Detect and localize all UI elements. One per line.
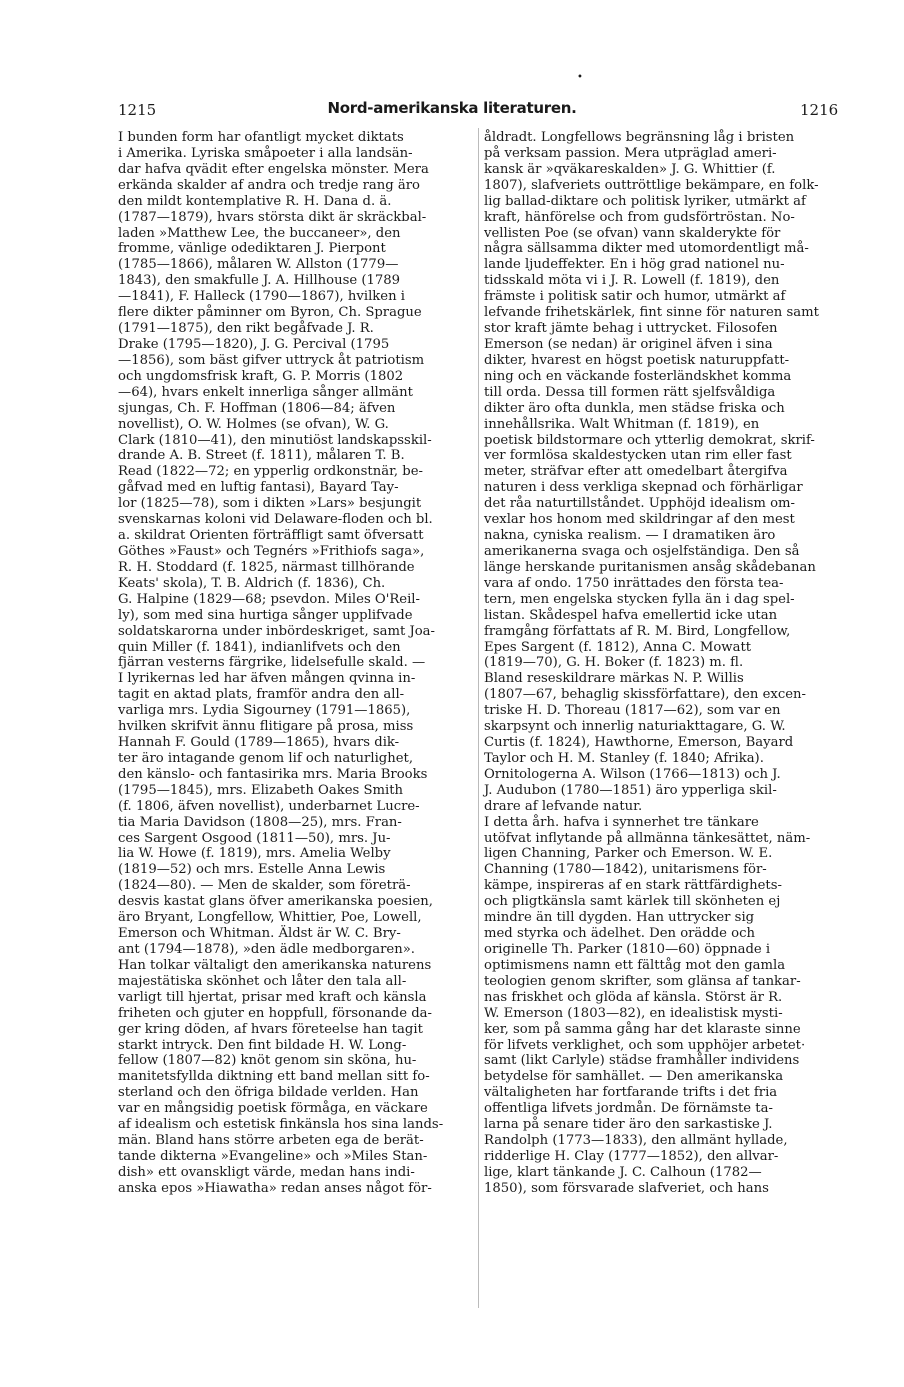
- text-line: Göthes »Faust» och Tegnérs »Frithiofs saga»,: [118, 543, 425, 559]
- text-line: quin Miller (f. 1841), indianlifvets och den: [118, 639, 401, 655]
- text-line: och pligtkänsla samt kärlek till skönheten ej: [484, 894, 781, 910]
- text-line: ver formlösa skaldestycken utan rim eller fast: [484, 448, 792, 464]
- text-line: 1850), som försvarade slafveriet, och hans: [484, 1180, 769, 1196]
- text-line: till orda. Dessa till formen rätt sjelfsvåldiga: [484, 384, 776, 400]
- text-line: a. skildrat Orienten förträffligt samt öfversatt: [118, 528, 424, 544]
- text-line: lig ballad-diktare och politisk lyriker, utmärkt af: [484, 193, 806, 209]
- text-line: novellist), O. W. Holmes (se ofvan), W. G.: [118, 416, 389, 432]
- text-line: Emerson och Whitman. Äldst är W. C. Bry-: [118, 926, 401, 942]
- text-line: optimismens namn ett fälttåg mot den gamla: [484, 957, 786, 973]
- text-line: Epes Sargent (f. 1812), Anna C. Mowatt: [484, 639, 752, 655]
- text-line: (1785—1866), målaren W. Allston (1779—: [118, 257, 399, 273]
- text-line: I lyrikernas led har äfven mången qvinna in-: [118, 671, 416, 687]
- text-line: fellow (1807—82) knöt genom sin sköna, hu-: [118, 1053, 417, 1069]
- text-column-left: [118, 130, 474, 1197]
- text-line: drare af lefvande natur.: [484, 798, 643, 814]
- text-line: tande dikterna »Evangeline» och »Miles Stan-: [118, 1149, 428, 1164]
- text-line: vellisten Poe (se ofvan) vann skalderykte för: [484, 225, 781, 241]
- text-line: främste i politisk satir och humor, utmärkt af: [484, 289, 786, 305]
- text-line: ridderlige H. Clay (1777—1852), den allvar-: [484, 1149, 779, 1164]
- text-line: varligt till hjertat, prisar med kraft och känsla: [118, 989, 427, 1005]
- text-line: (1791—1875), den rikt begåfvade J. R.: [118, 321, 374, 337]
- text-line: det råa naturtillståndet. Upphöjd idealism om-: [484, 496, 795, 512]
- text-line: för lifvets verklighet, och som upphöjer arbetet·: [484, 1037, 806, 1053]
- text-line: fromme, vänlige odediktaren J. Pierpont: [118, 241, 386, 257]
- text-line: var en mångsidig poetisk förmåga, en väckare: [118, 1101, 428, 1117]
- text-line: Bland reseskildrare märkas N. P. Willis: [484, 671, 744, 687]
- text-line: erkända skalder af andra och tredje rang äro: [118, 177, 420, 193]
- text-line: W. Emerson (1803—82), en idealistisk mysti-: [484, 1005, 783, 1021]
- text-line: skarpsynt och innerlig naturiakttagare, G. W.: [484, 719, 786, 735]
- text-line: soldatskarorna under inbördeskriget, samt Joa-: [118, 623, 435, 639]
- text-line: tidsskald möta vi i J. R. Lowell (f. 1819), den: [484, 273, 780, 289]
- text-line: I bunden form har ofantligt mycket diktats: [118, 130, 404, 145]
- text-line: amerikanerna svaga och osjelfständiga. Den så: [484, 543, 800, 559]
- text-line: länge herskande puritanismen ansåg skådebanan: [484, 559, 816, 575]
- text-line: —1856), som bäst gifver uttryck åt patriotism: [118, 352, 425, 368]
- text-line: (1819—70), G. H. Boker (f. 1823) m. fl.: [484, 655, 744, 671]
- page-number-right: 1216: [800, 101, 839, 119]
- text-line: ly), som med sina hurtiga sånger upplifvade: [118, 607, 413, 623]
- text-line: G. Halpine (1829—68; psevdon. Miles O'Reil-: [118, 591, 420, 607]
- text-line: och ungdomsfrisk kraft, G. P. Morris (1802: [118, 368, 404, 384]
- text-line: svenskarnas koloni vid Delaware-floden och bl.: [118, 512, 433, 528]
- text-line: framgång författats af R. M. Bird, Longfellow,: [484, 623, 791, 639]
- text-line: betydelse för samhället. — Den amerikanska: [484, 1069, 784, 1085]
- text-line: åldradt. Longfellows begränsning låg i bristen: [484, 130, 795, 145]
- text-column-right: [484, 130, 840, 1197]
- text-line: 1843), den smakfulle J. A. Hillhouse (1789: [118, 273, 401, 289]
- text-line: med styrka och ädelhet. Den orädde och: [484, 926, 755, 942]
- text-line: lor (1825—78), som i dikten »Lars» besjungit: [118, 496, 422, 512]
- text-line: poetisk bildstormare och ytterlig demokrat, skrif-: [484, 432, 815, 448]
- text-line: ning och en väckande fosterländskhet komma: [484, 368, 792, 384]
- text-line: (1787—1879), hvars största dikt är skräckbal-: [118, 209, 427, 225]
- text-line: J. Audubon (1780—1851) äro ypperliga skil-: [484, 782, 777, 798]
- text-line: ligen Channing, Parker och Emerson. W. E.: [484, 846, 773, 862]
- text-line: tern, men engelska stycken fylla än i dag spel-: [484, 591, 795, 607]
- text-line: dikter äro ofta dunkla, men städse friska och: [484, 400, 785, 416]
- text-line: Hannah F. Gould (1789—1865), hvars dik-: [118, 735, 400, 751]
- text-line: —1841), F. Halleck (1790—1867), hvilken i: [118, 289, 405, 305]
- text-line: desvis kastat glans öfver amerikanska poesien,: [118, 894, 433, 910]
- text-line: flere dikter påminner om Byron, Ch. Sprague: [118, 305, 422, 321]
- text-line: på verksam passion. Mera utpräglad ameri-: [484, 145, 777, 161]
- text-line: gåfvad med en luftig fantasi), Bayard Tay-: [118, 480, 399, 496]
- text-line: R. H. Stoddard (f. 1825, närmast tillhörande: [118, 559, 415, 575]
- text-line: äro Bryant, Longfellow, Whittier, Poe, Lowell,: [118, 910, 422, 926]
- text-line: (1807—67, behaglig skissförfattare), den excen-: [484, 687, 806, 703]
- text-line: tia Maria Davidson (1808—25), mrs. Fran-: [118, 814, 402, 830]
- text-line: triske H. D. Thoreau (1817—62), som var en: [484, 703, 781, 719]
- text-line: (1795—1845), mrs. Elizabeth Oakes Smith: [118, 782, 404, 798]
- page-number-left: 1215: [118, 101, 157, 119]
- running-head-title: Nord-amerikanska literaturen.: [327, 99, 577, 117]
- stray-dot: •: [577, 72, 583, 83]
- text-line: tagit en aktad plats, framför andra den all-: [118, 687, 405, 703]
- text-line: stor kraft jämte behag i uttrycket. Filosofen: [484, 321, 778, 337]
- text-line: ger kring döden, af hvars företeelse han tagit: [118, 1021, 423, 1037]
- text-line: män. Bland hans större arbeten ega de berät-: [118, 1133, 424, 1149]
- text-line: Channing (1780—1842), unitarismens för-: [484, 862, 767, 878]
- text-line: sterland och den öfriga bildade verlden. Han: [118, 1085, 419, 1101]
- text-line: dar hafva qvädit efter engelska mönster. Mera: [118, 161, 429, 177]
- text-line: vältaligheten har fortfarande trifts i det fria: [484, 1085, 778, 1101]
- text-line: fjärran vesterns färgrike, lidelsefulle skald. —: [118, 655, 426, 671]
- text-line: dish» ett ovanskligt värde, medan hans indi-: [118, 1164, 415, 1180]
- text-line: af idealism och estetisk finkänsla hos sina lands-: [118, 1117, 444, 1133]
- text-line: manitetsfyllda diktning ett band mellan sitt fo-: [118, 1069, 430, 1085]
- text-line: utöfvat inflytande på allmänna tänkesättet, näm-: [484, 830, 811, 846]
- text-line: teologien genom skrifter, som glänsa af tankar-: [484, 973, 801, 989]
- text-line: nas friskhet och glöda af känsla. Störst är R.: [484, 989, 783, 1005]
- text-line: lige, klart tänkande J. C. Calhoun (1782—: [484, 1164, 762, 1180]
- text-line: kansk är »qväkareskalden» J. G. Whittier (f.: [484, 161, 776, 177]
- text-line: 1807), slafveriets outtröttlige bekämpare, en folk-: [484, 177, 819, 193]
- text-line: sjungas, Ch. F. Hoffman (1806—84; äfven: [118, 400, 396, 416]
- text-line: varliga mrs. Lydia Sigourney (1791—1865),: [118, 703, 411, 719]
- text-line: majestätiska skönhet och låter den tala all-: [118, 973, 407, 989]
- column-divider: [478, 128, 479, 1308]
- text-line: några sällsamma dikter med utomordentligt må-: [484, 241, 809, 257]
- text-line: kämpe, inspireras af en stark rättfärdighets-: [484, 878, 782, 894]
- text-line: laden »Matthew Lee, the buccaneer», den: [118, 225, 401, 241]
- text-line: den känslo- och fantasirika mrs. Maria Brooks: [118, 766, 428, 782]
- text-line: vara af ondo. 1750 inrättades den första tea-: [484, 575, 784, 591]
- text-line: (1824—80). — Men de skalder, som företrä-: [118, 878, 411, 894]
- text-line: samt (likt Carlyle) städse framhåller individens: [484, 1053, 800, 1069]
- text-line: Ornitologerna A. Wilson (1766—1813) och J.: [484, 766, 781, 782]
- text-line: dikter, hvarest en högst poetisk naturuppfatt-: [484, 352, 790, 368]
- text-line: drande A. B. Street (f. 1811), målaren T. B.: [118, 448, 405, 464]
- text-line: innehållsrika. Walt Whitman (f. 1819), en: [484, 416, 760, 432]
- text-line: Taylor och H. M. Stanley (f. 1840; Afrika).: [484, 750, 764, 766]
- text-line: (f. 1806, äfven novellist), underbarnet Lucre-: [118, 798, 420, 814]
- text-line: Curtis (f. 1824), Hawthorne, Emerson, Bayard: [484, 735, 794, 751]
- text-line: lia W. Howe (f. 1819), mrs. Amelia Welby: [118, 846, 391, 862]
- text-line: starkt intryck. Den fint bildade H. W. Long-: [118, 1037, 407, 1053]
- text-line: mindre än till dygden. Han uttrycker sig: [484, 910, 755, 926]
- text-line: ter äro intagande genom lif och naturlighet,: [118, 750, 414, 766]
- text-line: nakna, cyniska realism. — I dramatiken äro: [484, 528, 776, 544]
- text-line: Randolph (1773—1833), den allmänt hyllade,: [484, 1133, 788, 1149]
- text-line: offentliga lifvets jordmån. De förnämste ta-: [484, 1101, 773, 1117]
- text-line: Keats' skola), T. B. Aldrich (f. 1836), Ch.: [118, 575, 386, 591]
- text-line: kraft, hänförelse och from gudsförtröstan. No-: [484, 209, 795, 225]
- text-line: ant (1794—1878), »den ädle medborgaren».: [118, 942, 415, 958]
- text-line: Drake (1795—1820), J. G. Percival (1795: [118, 336, 390, 352]
- text-line: lande ljudeffekter. En i hög grad nationel nu-: [484, 257, 785, 273]
- text-line: Read (1822—72; en ypperlig ordkonstnär, be-: [118, 464, 424, 480]
- text-line: friheten och gjuter en hoppfull, försonande da-: [118, 1005, 433, 1021]
- text-line: ker, som på samma gång har det klaraste sinne: [484, 1021, 801, 1037]
- text-line: larna på senare tider äro den sarkastiske J.: [484, 1117, 773, 1133]
- text-line: hvilken skrifvit ännu flitigare på prosa, miss: [118, 719, 414, 735]
- text-line: listan. Skådespel hafva emellertid icke utan: [484, 607, 778, 623]
- text-line: Emerson (se nedan) är originel äfven i sina: [484, 336, 773, 352]
- text-line: —64), hvars enkelt innerliga sånger allmänt: [118, 384, 413, 400]
- text-line: naturen i dess verkliga skepnad och förhärligar: [484, 480, 803, 496]
- text-line: I detta årh. hafva i synnerhet tre tänkare: [484, 814, 759, 830]
- text-line: Han tolkar vältaligt den amerikanska naturens: [118, 957, 432, 973]
- text-line: (1819—52) och mrs. Estelle Anna Lewis: [118, 862, 386, 878]
- text-line: originelle Th. Parker (1810—60) öppnade i: [484, 942, 771, 958]
- text-line: ces Sargent Osgood (1811—50), mrs. Ju-: [118, 830, 391, 846]
- text-line: vexlar hos honom med skildringar af den mest: [484, 512, 795, 528]
- text-line: i Amerika. Lyriska småpoeter i alla landsän-: [118, 145, 413, 161]
- text-line: meter, sträfvar efter att omedelbart återgifva: [484, 464, 788, 480]
- text-line: lefvande frihetskärlek, fint sinne för naturen samt: [484, 305, 819, 321]
- text-line: anska epos »Hiawatha» redan anses något för-: [118, 1180, 432, 1196]
- text-line: Clark (1810—41), den minutiöst landskapsskil-: [118, 432, 432, 448]
- text-line: den mildt kontemplative R. H. Dana d. ä.: [118, 193, 392, 209]
